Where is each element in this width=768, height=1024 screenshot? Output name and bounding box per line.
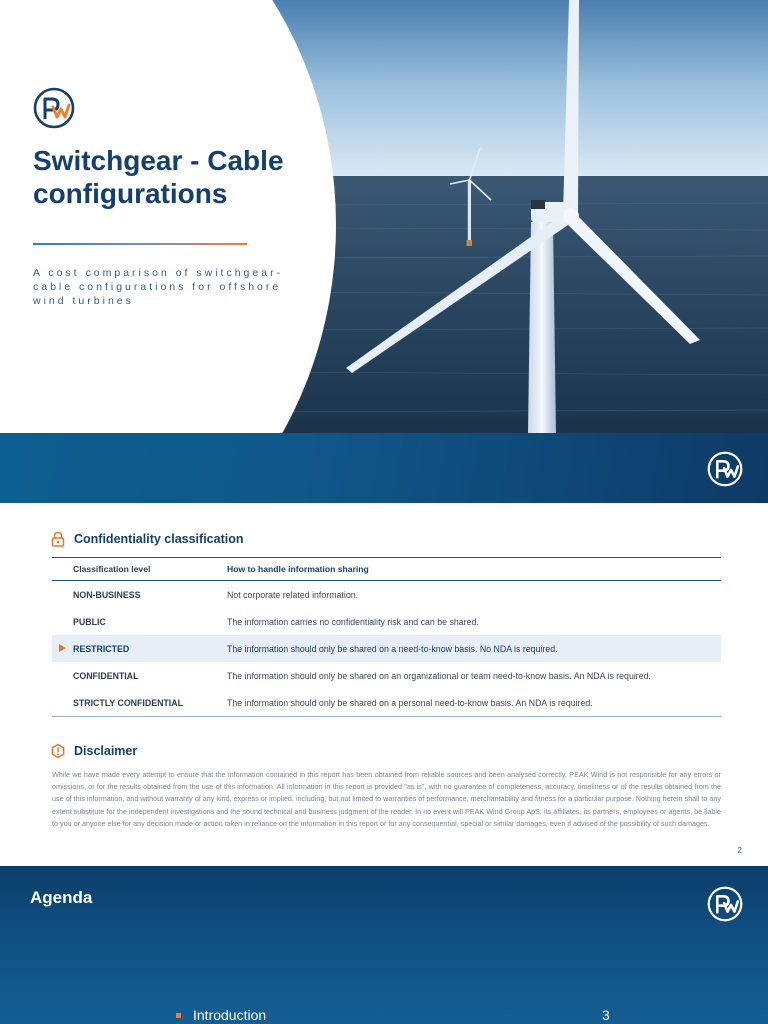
table-row bbox=[52, 662, 721, 689]
cover-subtitle: A cost comparison of switchgear-cable configurations for offshore wind turbines bbox=[33, 267, 284, 307]
title-divider bbox=[33, 243, 247, 245]
pw-logo-icon bbox=[707, 451, 743, 487]
table-header bbox=[52, 557, 721, 581]
classification-table bbox=[52, 557, 721, 717]
classification-level: NON-BUSINESS bbox=[73, 589, 141, 600]
lock-icon bbox=[50, 531, 66, 547]
classification-level: CONFIDENTIAL bbox=[73, 670, 139, 681]
table-row bbox=[52, 581, 721, 608]
agenda-item[interactable] bbox=[176, 1007, 266, 1023]
header-band bbox=[0, 433, 768, 503]
confidentiality-title: Confidentiality classification bbox=[74, 532, 244, 546]
agenda-title: Agenda bbox=[30, 888, 93, 907]
cover-page bbox=[0, 0, 768, 433]
agenda-page bbox=[0, 866, 768, 1024]
classification-description: Not corporate related information. bbox=[227, 589, 359, 600]
page-number: 2 bbox=[737, 846, 742, 855]
classification-level: PUBLIC bbox=[73, 616, 106, 627]
disclaimer-heading bbox=[50, 743, 137, 759]
column-header-handling: How to handle information sharing bbox=[227, 564, 369, 574]
bullet-icon bbox=[176, 1013, 181, 1018]
cover-title: Switchgear - Cable configurations bbox=[33, 145, 284, 209]
classification-level: STRICTLY CONFIDENTIAL bbox=[73, 697, 183, 708]
agenda-item-page: 3 bbox=[602, 1007, 610, 1023]
disclaimer-title: Disclaimer bbox=[74, 744, 138, 758]
classification-level: RESTRICTED bbox=[73, 643, 130, 654]
column-header-level: Classification level bbox=[73, 564, 151, 574]
pw-logo-icon bbox=[33, 87, 75, 129]
pw-logo-icon bbox=[707, 886, 743, 922]
cover-white-panel bbox=[0, 0, 336, 433]
classification-description: The information carries no confidentiality risk and can be shared. bbox=[227, 616, 479, 627]
alert-circle-icon bbox=[50, 743, 66, 759]
table-row bbox=[52, 608, 721, 635]
classification-description: The information should only be shared on a need-to-know basis. No NDA is required. bbox=[227, 643, 558, 654]
classification-description: The information should only be shared on a personal need-to-know basis. An NDA is required. bbox=[227, 697, 593, 708]
confidentiality-heading bbox=[50, 531, 243, 547]
agenda-item-label: Introduction bbox=[193, 1007, 267, 1023]
classification-description: The information should only be shared on an organizational or team need-to-know basis. An NDA is required. bbox=[227, 670, 651, 681]
table-row-selected bbox=[52, 635, 721, 662]
disclaimer-text: While we have made every attempt to ensure that the information contained in this report has been obtained from reliable sources and been analysed correctly, PEAK Wind is not responsible for any errors or omissions, or for the results obtained from the use of this information. All information in this report is provided "as is", with no guarantee of completeness, accuracy, timeliness or of the results obtained from the use of this information, and without warranty of any kind, express or implied, including, but not limited to warranties of performance, merchantability and fitness for a particular purpose. Nothing herein shall to any extent substitute for the independent investigations and the sound technical and business judgment of the reader. In no event will PEAK Wind Group ApS, its affiliates, its partners, employees or agents, be liable to you or anyone else for any decision made or action taken in reliance on the information in this report or for any consequential, special or similar damages, even if advised of the possibility of such damages. bbox=[52, 770, 721, 828]
table-bottom-rule bbox=[52, 716, 721, 717]
table-row bbox=[52, 689, 721, 716]
